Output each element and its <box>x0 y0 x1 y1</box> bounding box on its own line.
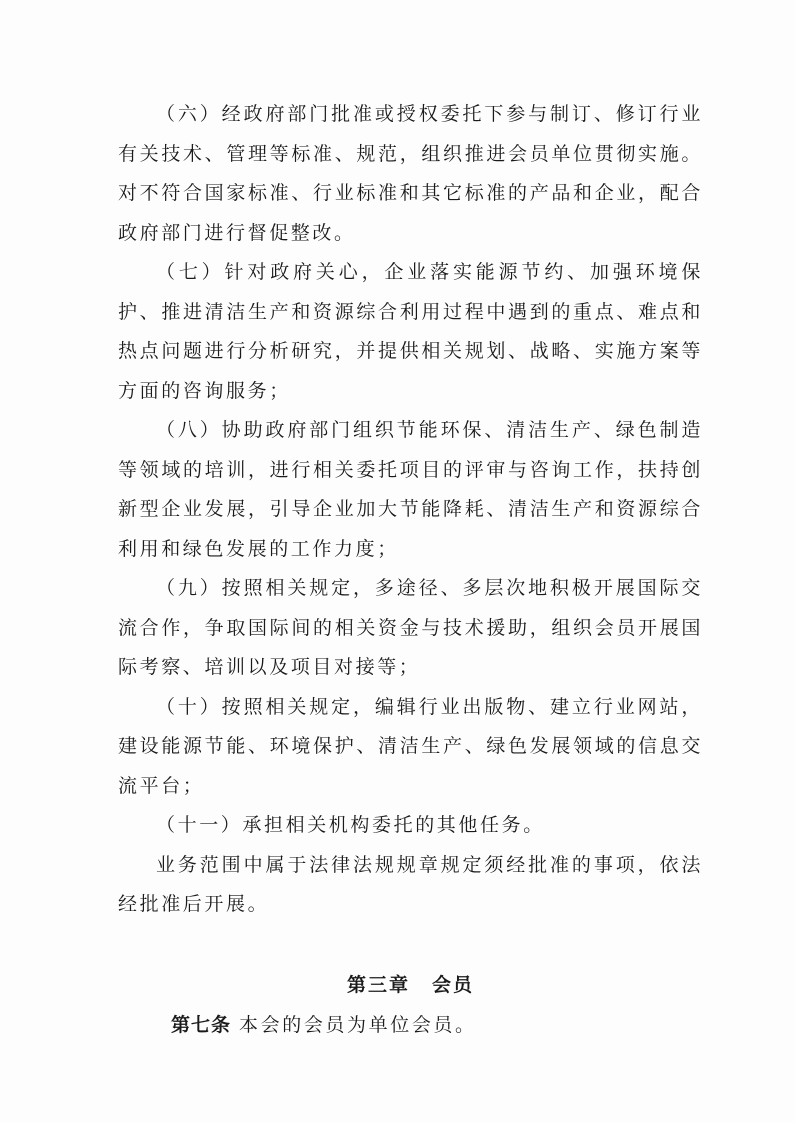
section-gap <box>118 925 703 965</box>
paragraph-scope-note: 业务范围中属于法律法规规章规定须经批准的事项，依法经批准后开展。 <box>118 853 703 915</box>
chapter-title: 会员 <box>432 973 475 996</box>
paragraph-eight: （八）协助政府部门组织节能环保、清洁生产、绿色制造等领域的培训，进行相关委托项目的评审与咨询工作，扶持创新型企业发展，引导企业加大节能降耗、清洁生产和资源综合利用和绿色发展的工作力度； <box>118 419 703 560</box>
paragraph-seven: （七）针对政府关心，企业落实能源节约、加强环境保护、推进清洁生产和资源综合利用过程中遇到的重点、难点和热点问题进行分析研究，并提供相关规划、战略、实施方案等方面的咨询服务； <box>118 261 703 402</box>
paragraph-nine: （九）按照相关规定，多途径、多层次地积极开展国际交流合作，争取国际间的相关资金与技术援助，组织会员开展国际考察、培训以及项目对接等； <box>118 577 703 678</box>
chapter-heading <box>118 965 703 1005</box>
article-seven <box>118 1005 703 1045</box>
article-label: 第七条 <box>171 1013 232 1036</box>
chapter-number: 第三章 <box>346 973 410 996</box>
document-body <box>118 95 703 1045</box>
article-text: 本会的会员为单位会员。 <box>239 1013 477 1036</box>
paragraph-six: （六）经政府部门批准或授权委托下参与制订、修订行业有关技术、管理等标准、规范，组织推进会员单位贯彻实施。对不符合国家标准、行业标准和其它标准的产品和企业，配合政府部门进行督促整改。 <box>118 103 703 244</box>
paragraph-ten: （十）按照相关规定，编辑行业出版物、建立行业网站，建设能源节能、环境保护、清洁生产、绿色发展领域的信息交流平台； <box>118 695 703 797</box>
paragraph-eleven: （十一）承担相关机构委托的其他任务。 <box>156 814 545 836</box>
